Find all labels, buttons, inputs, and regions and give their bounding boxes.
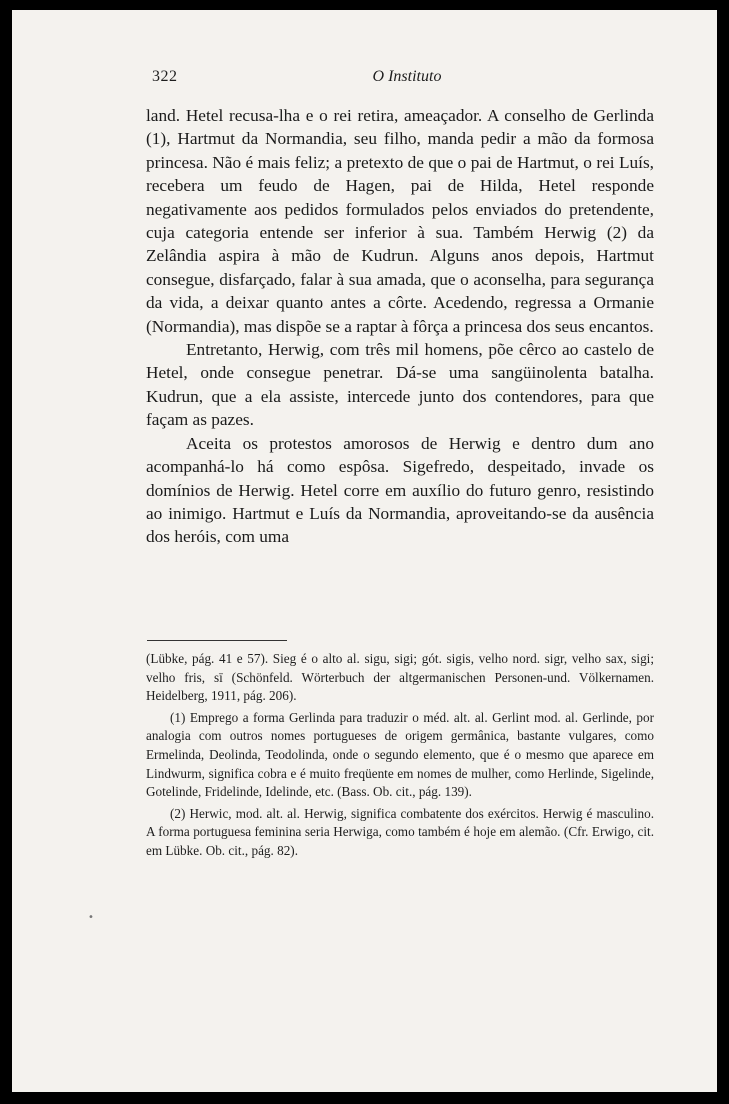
- page-number: 322: [152, 68, 178, 85]
- footnote-1: (1) Emprego a forma Gerlinda para traduzir o méd. alt. al. Gerlint mod. al. Gerlinde, por analogia com outros nomes portugueses de origem germânica, bastante vulgares, como Ermelinda, Deolinda, Teodolinda, onde o segundo elemento, que é o mesmo que aparece em Lindwurm, significa cobra e é muito freqüente em nomes de mulher, como Herlinde, Sigelinde, Gotelinde, Fridelinde, Idelinde, etc. (Bass. Ob. cit., pág. 139).: [146, 709, 654, 800]
- footnotes: [146, 650, 654, 864]
- body-text: [146, 104, 654, 549]
- footnote-separator: [147, 640, 287, 641]
- scanned-page: [12, 10, 717, 1092]
- footnote-continuation: (Lübke, pág. 41 e 57). Sieg é o alto al. sigu, sigi; gót. sigis, velho nord. sigr, velho sax, sigi; velho fris, sī (Schönfeld. Wörterbuch der altgermanischen Personen-und. Völkernamen. Heidelberg, 1911, pág. 206).: [146, 651, 654, 704]
- running-title: O Instituto: [372, 68, 442, 85]
- paragraph: Aceita os protestos amorosos de Herwig e dentro dum ano acompanhá-lo há como espôsa. Sigefredo, despeitado, invade os domínios de Herwig. Hetel corre em auxílio do futuro genro, resistindo ao inimigo. Hartmut e Luís da Normandia, aproveitando-se da ausência dos heróis, com uma: [146, 433, 654, 547]
- paragraph: land. Hetel recusa-lha e o rei retira, ameaçador. A conselho de Gerlinda (1), Hartmut da Normandia, seu filho, manda pedir a mão da formosa princesa. Não é mais feliz; a pretexto de que o pai de Hartmut, o rei Luís, recebera um feudo de Hagen, pai de Hilda, Hetel responde negativamente aos pedidos formulados pelos enviados do pretendente, cuja categoria entende ser inferior à sua. Também Herwig (2) da Zelândia aspira à mão de Kudrun. Alguns anos depois, Hartmut consegue, disfarçado, falar à sua amada, que o aconselha, para segurança da vida, a deixar quanto antes a côrte. Acedendo, regressa a Ormanie (Normandia), mas dispõe se a raptar à fôrça a princesa dos seus encantos.: [146, 106, 654, 336]
- footnote-2: (2) Herwic, mod. alt. al. Herwig, significa combatente dos exércitos. Herwig é masculino. A forma portuguesa feminina seria Herwiga, como também é hoje em alemão. (Cfr. Erwigo, cit. em Lübke. Ob. cit., pág. 82).: [146, 805, 654, 858]
- scan-speck: •: [88, 912, 94, 923]
- page-header: [152, 68, 662, 92]
- paragraph: Entretanto, Herwig, com três mil homens, põe cêrco ao castelo de Hetel, onde consegue penetrar. Dá-se uma sangüinolenta batalha. Kudrun, que a ela assiste, intercede junto dos contendores, para que façam as pazes.: [146, 340, 654, 430]
